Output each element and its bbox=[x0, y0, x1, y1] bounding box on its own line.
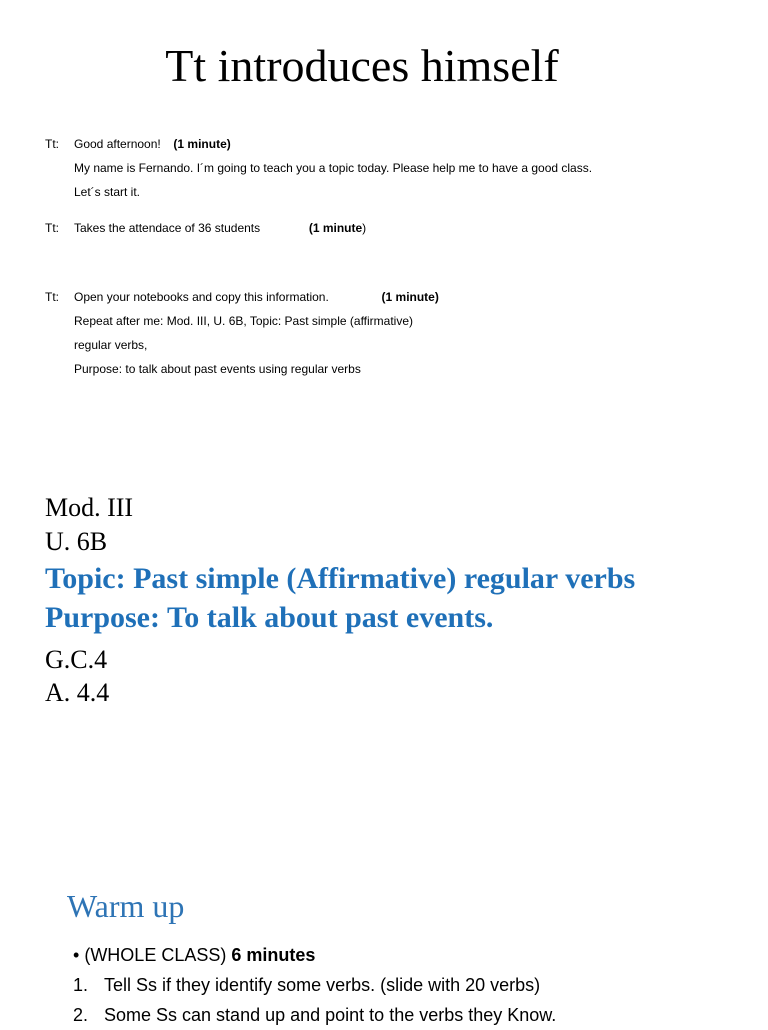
purpose-heading: Purpose: To talk about past events. bbox=[45, 601, 494, 634]
warm-up-time: 6 minutes bbox=[231, 945, 316, 965]
list-item bbox=[73, 1000, 556, 1030]
whole-class-label: (WHOLE CLASS) bbox=[84, 945, 227, 965]
bullet-mark: • bbox=[73, 945, 80, 965]
warm-up-heading: Warm up bbox=[67, 888, 185, 924]
list-item bbox=[73, 940, 556, 970]
attendance-time-close: ) bbox=[362, 221, 367, 235]
regular-verbs-line: regular verbs, bbox=[74, 338, 148, 352]
speaker-label: Tt: bbox=[45, 137, 59, 151]
speaker-label: Tt: bbox=[45, 290, 59, 304]
repeat-line: Repeat after me: Mod. III, U. 6B, Topic: Past simple (affirmative) bbox=[74, 314, 414, 328]
attendance-time: (1 minute bbox=[308, 221, 363, 235]
gc-label: G.C.4 bbox=[45, 645, 108, 674]
item-number: 1. bbox=[73, 975, 89, 995]
dialogue-greeting bbox=[45, 132, 592, 204]
greeting-time: (1 minute) bbox=[173, 137, 231, 151]
attendance-text: Takes the attendace of 36 students bbox=[74, 221, 261, 235]
topic-heading: Topic: Past simple (Affirmative) regular verbs bbox=[45, 562, 636, 595]
page-title: Tt introduces himself bbox=[165, 40, 559, 91]
list-item bbox=[73, 970, 556, 1000]
start-line: Let´s start it. bbox=[74, 185, 141, 199]
dialogue-attendance bbox=[45, 216, 366, 240]
module-label: Mod. III bbox=[45, 493, 134, 522]
unit-label: U. 6B bbox=[45, 527, 108, 556]
warm-up-list bbox=[73, 940, 556, 1030]
speaker-label: Tt: bbox=[45, 221, 59, 235]
dialogue-notebooks bbox=[45, 285, 439, 381]
purpose-line: Purpose: to talk about past events using regular verbs bbox=[74, 362, 361, 376]
a-label: A. 4.4 bbox=[45, 678, 110, 707]
notebooks-text: Open your notebooks and copy this information. bbox=[74, 290, 329, 304]
item-text: Some Ss can stand up and point to the verbs they Know. bbox=[104, 1005, 557, 1025]
intro-line: My name is Fernando. I´m going to teach you a topic today. Please help me to have a good class. bbox=[74, 161, 593, 175]
item-text: Tell Ss if they identify some verbs. (slide with 20 verbs) bbox=[104, 975, 541, 995]
item-number: 2. bbox=[73, 1005, 89, 1025]
greeting-text: Good afternoon! bbox=[74, 137, 161, 151]
notebooks-time: (1 minute) bbox=[381, 290, 439, 304]
